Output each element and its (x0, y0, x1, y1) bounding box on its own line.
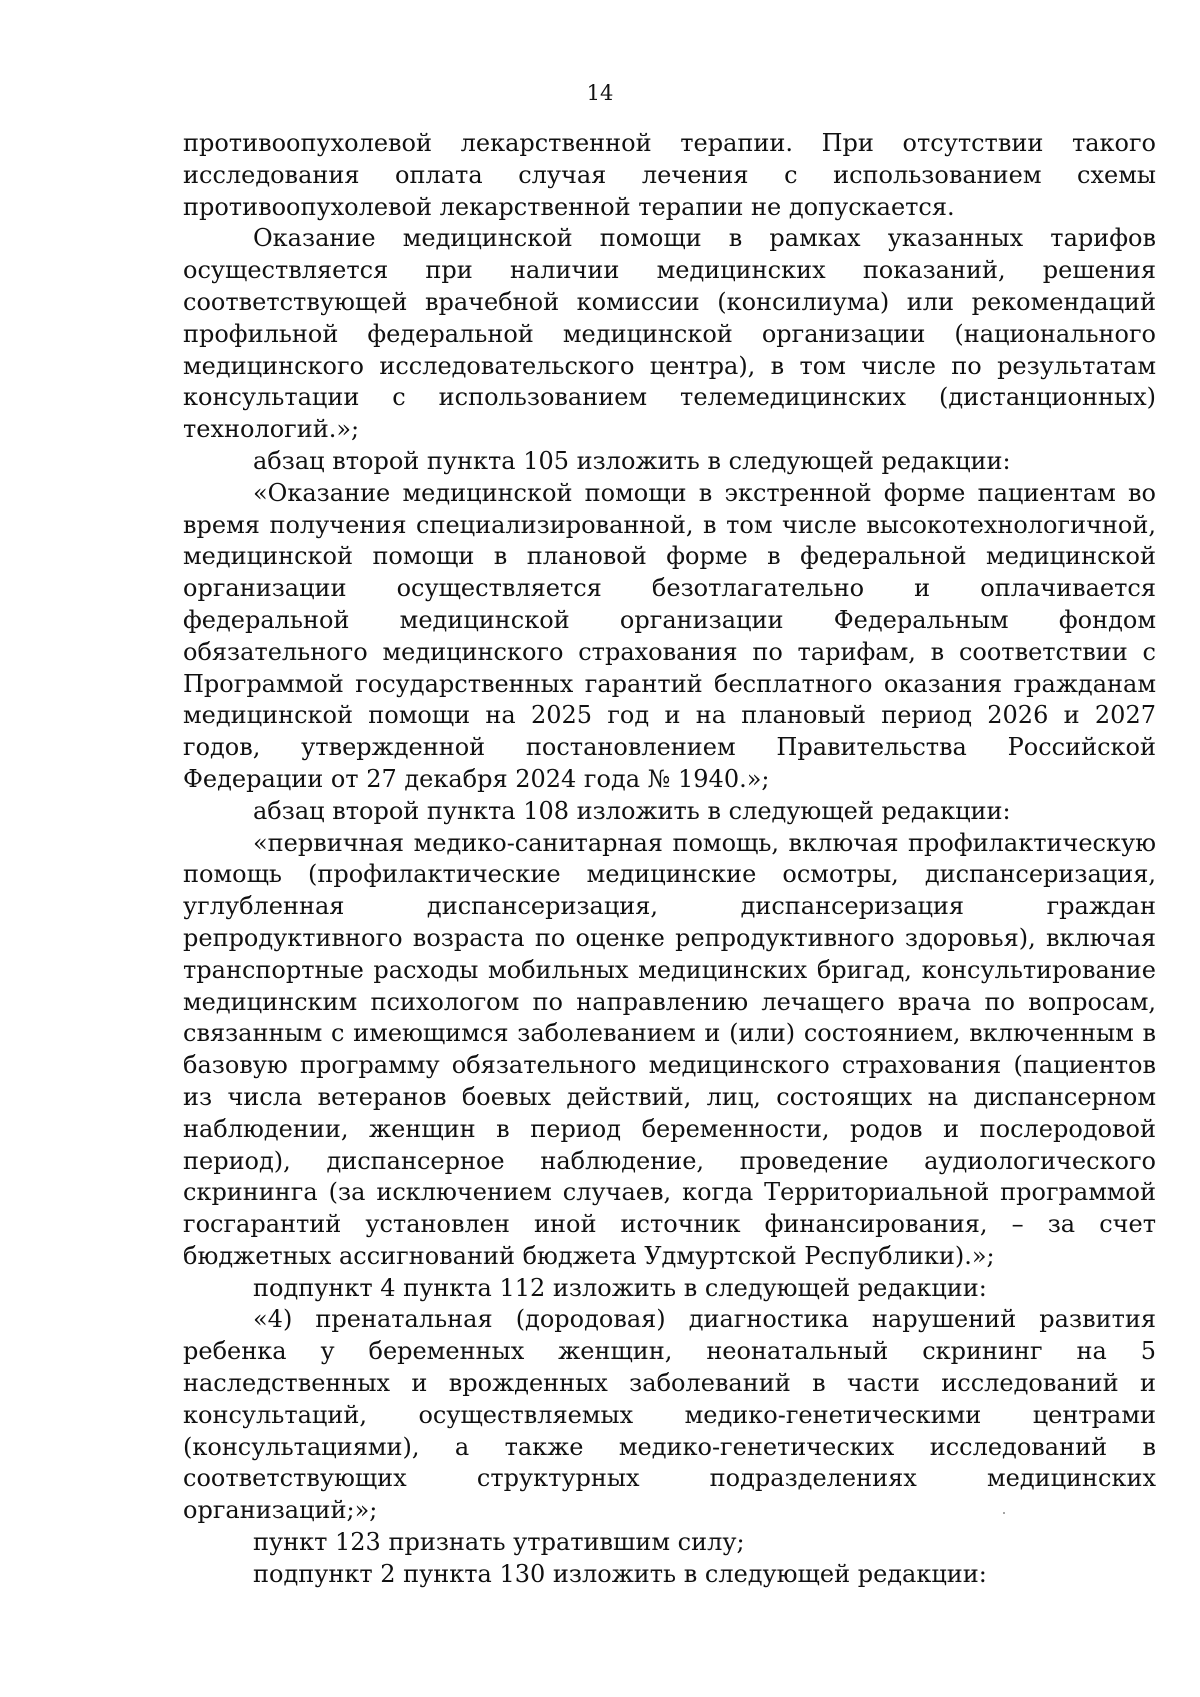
paragraph-tariffs: Оказание медицинской помощи в рамках указанных тарифов осуществляется при наличии медицинских показаний, решения соответствующей врачебной комиссии (консилиума) или рекомендаций профильной федеральной медицинской организации (национального медицинского исследовательского центра), в том числе по результатам консультации с использованием телемедицинских (дистанционных) технологий.»; (183, 224, 1156, 444)
paragraph-emergency-care: «Оказание медицинской помощи в экстренной форме пациентам во время получения специализированной, в том числе высокотехнологичной, медицинской помощи в плановой форме в федеральной медицинской организации осуществляется безотлагательно и оплачивается федеральной медицинской организации Федеральным фондом обязательного медицинского страхования по тарифам, в соответствии с Программой государственных гарантий бесплатного оказания гражданам медицинской помощи на 2025 год и на плановый период 2026 и 2027 годов, утвержденной постановлением Правительства Российской Федерации от 27 декабря 2024 года № 1940.»; (183, 478, 1156, 793)
paragraph-amend-108: абзац второй пункта 108 изложить в следующей редакции: (253, 796, 1011, 825)
scan-speck (1003, 1512, 1005, 1514)
paragraph-primary-care: «первичная медико-санитарная помощь, включая профилактическую помощь (профилактические медицинские осмотры, диспансеризация, углубленная диспансеризация, диспансеризация граждан репродуктивного возраста по оценке репродуктивного здоровья), включая транспортные расходы мобильных медицинских бригад, консультирование медицинским психологом по направлению лечащего врача по вопросам, связанным с имеющимся заболеванием и (или) состоянием, включенным в базовую программу обязательного медицинского страхования (пациентов из числа ветеранов боевых действий, лиц, состоящих на диспансерном наблюдении, женщин в период беременности, родов и послеродовой период), диспансерное наблюдение, проведение аудиологического скрининга (за исключением случаев, когда Территориальной программой госгарантий установлен иной источник финансирования, – за счет бюджетных ассигнований бюджета Удмуртской Республики).»; (183, 828, 1156, 1270)
paragraph-amend-112: подпункт 4 пункта 112 изложить в следующей редакции: (253, 1273, 987, 1302)
paragraph-amend-105: абзац второй пункта 105 изложить в следующей редакции: (253, 446, 1011, 475)
paragraph-amend-130: подпункт 2 пункта 130 изложить в следующей редакции: (253, 1559, 987, 1588)
paragraph-repeal-123: пункт 123 признать утратившим силу; (253, 1528, 745, 1557)
paragraph-continuation: противоопухолевой лекарственной терапии. При отсутствии такого исследования оплата случая лечения с использованием схемы противоопухолевой лекарственной терапии не допускается. (183, 129, 1156, 221)
paragraph-prenatal: «4) пренатальная (дородовая) диагностика нарушений развития ребенка у беременных женщин, неонатальный скрининг на 5 наследственных и врожденных заболеваний в части исследований и консультаций, осуществляемых медико-генетическими центрами (консультациями), а также медико-генетических исследований в соответствующих структурных подразделениях медицинских организаций;»; (183, 1305, 1156, 1525)
page-number: 14 (586, 81, 614, 105)
document-body (183, 128, 1156, 1591)
